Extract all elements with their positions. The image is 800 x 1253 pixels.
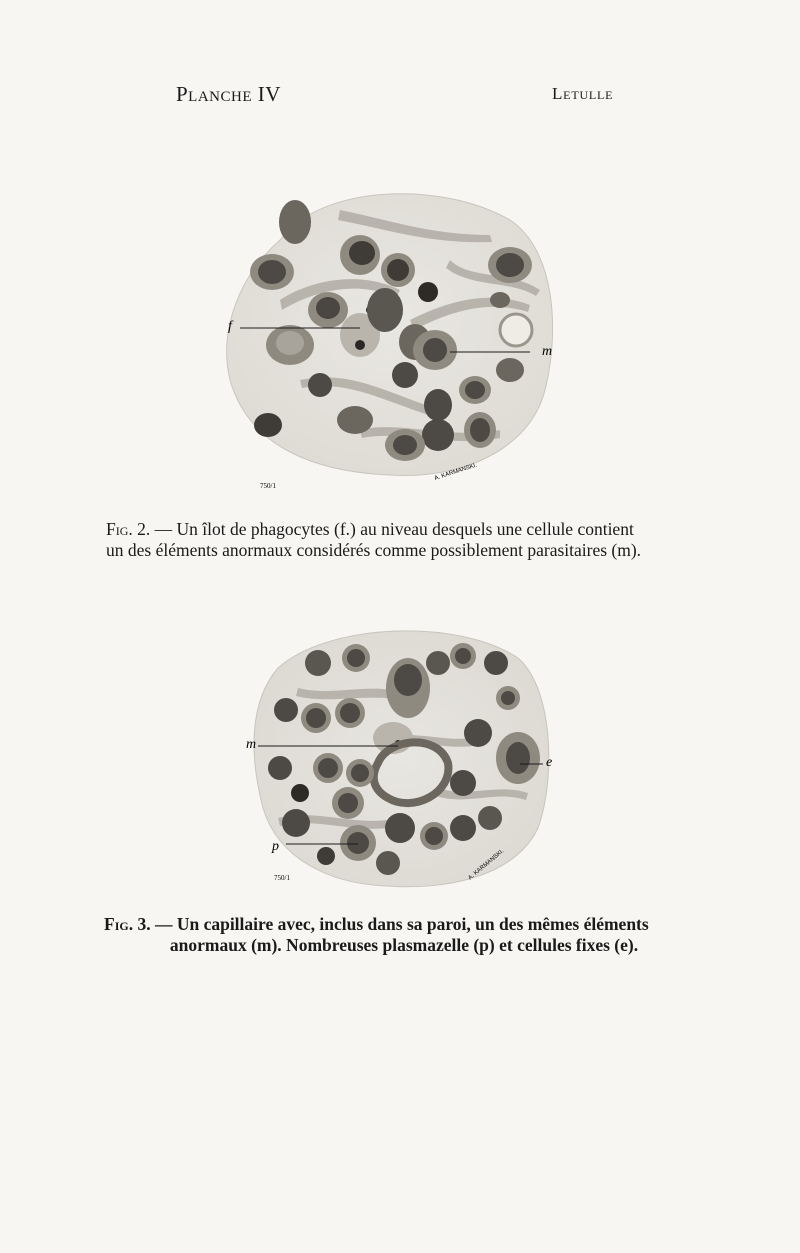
scale-note: 750/1 <box>274 874 290 882</box>
label-f: f <box>228 319 232 334</box>
artist-signature: A. KARMANSKI. <box>467 848 506 882</box>
figure-2-caption <box>106 519 702 561</box>
figure-3-number: Fig. 3. <box>104 914 151 934</box>
figure-2-number: Fig. 2. <box>106 519 151 539</box>
figure-3-caption-line-2: anormaux (m). Nombreuses plasmazelle (p) et cellules fixes (e). <box>169 935 639 955</box>
figure-2-illustration <box>210 180 570 500</box>
label-m: m <box>542 344 553 359</box>
label-p: p <box>272 839 279 854</box>
plate-title: Planche IV <box>176 82 281 106</box>
figure-3-caption-line-1: — Un capillaire avec, inclus dans sa paroi, un des mêmes éléments <box>150 914 649 934</box>
artist-signature: A. KARMANSKI. <box>433 462 478 482</box>
figure-3-caption <box>104 914 704 956</box>
running-head <box>0 78 800 108</box>
figure-2-caption-line-1: — Un îlot de phagocytes (f.) au niveau desquels une cellule contient <box>150 519 634 539</box>
label-e: e <box>546 755 553 770</box>
figure-3-illustration <box>238 618 558 900</box>
figure-2-caption-line-2: un des éléments anormaux considérés comme possiblement parasitaires (m). <box>106 540 642 560</box>
figure-3-micrograph <box>238 618 558 900</box>
label-m: m <box>246 737 257 752</box>
author-name: Letulle <box>552 84 614 103</box>
figure-2-micrograph <box>210 180 570 500</box>
scale-note: 750/1 <box>260 482 276 490</box>
